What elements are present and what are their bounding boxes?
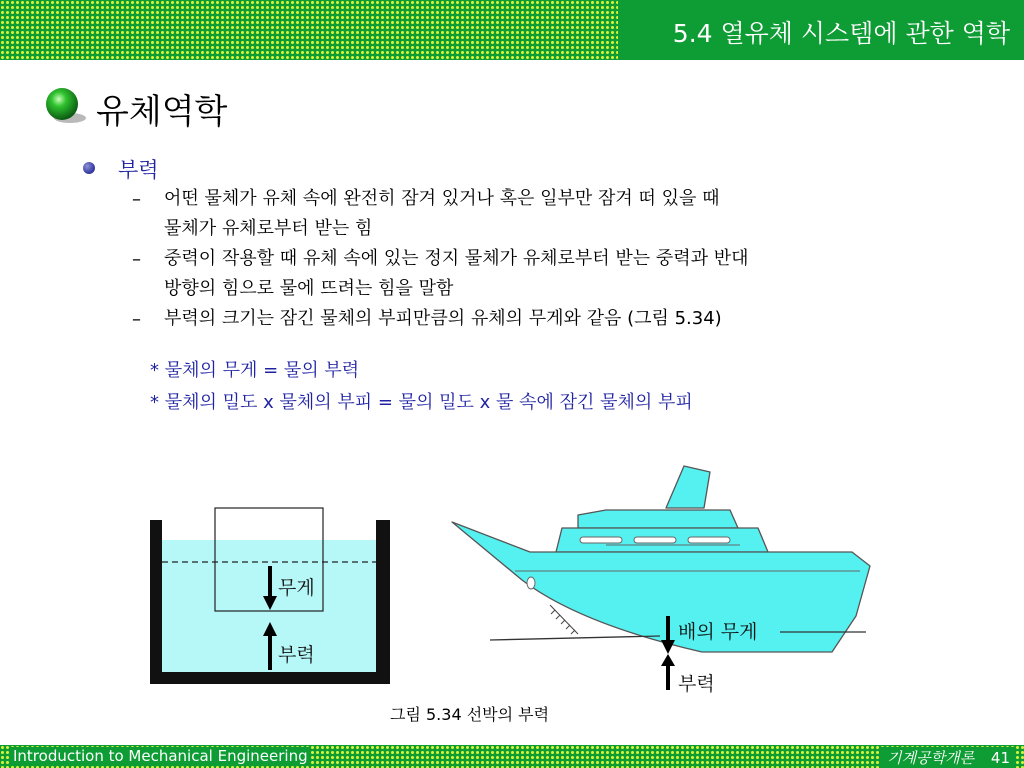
- tank-weight-label: 무게: [278, 577, 315, 599]
- list-item-line: 부력의 크기는 잠긴 물체의 부피만큼의 유체의 무게와 같음 (그림 5.34): [164, 308, 722, 329]
- footer-bar: [0, 745, 1024, 768]
- footer-course-title: Introduction to Mechanical Engineering: [10, 747, 311, 765]
- ship-porthole: [527, 577, 535, 589]
- dash-marker: –: [132, 189, 141, 210]
- ship-window: [634, 537, 676, 543]
- ship-buoyancy-arrowhead: [661, 654, 675, 666]
- page-title: 유체역학: [96, 92, 228, 132]
- buoyancy-figure: [0, 450, 1024, 700]
- list-item: [164, 244, 749, 304]
- ship-window: [580, 537, 622, 543]
- list-item-line: 어떤 물체가 유체 속에 완전히 잠겨 있거나 혹은 일부만 잠겨 떠 있을 때: [164, 188, 720, 209]
- list-item: [164, 304, 722, 334]
- header-title-box: [618, 0, 1024, 60]
- ship-window: [688, 537, 730, 543]
- note-line: * 물체의 무게 = 물의 부력: [150, 360, 360, 381]
- list-item: [164, 184, 720, 244]
- dash-marker: –: [132, 309, 141, 330]
- waterline-left: [490, 636, 660, 640]
- ship-upper-deck: [578, 510, 738, 528]
- list-item-line: 방향의 힘으로 물에 뜨려는 힘을 말함: [164, 278, 454, 299]
- footer-course-name: 기계공학개론: [887, 749, 975, 767]
- ship-weight-arrowhead: [661, 640, 675, 654]
- header-bar: [0, 0, 1024, 60]
- green-ball-icon: [44, 86, 88, 126]
- list-item-line: 중력이 작용할 때 유체 속에 있는 정지 물체가 유체로부터 받는 중력과 반대: [164, 248, 749, 269]
- dash-marker: –: [132, 249, 141, 270]
- list-item-line: 물체가 유체로부터 받는 힘: [164, 218, 373, 239]
- figure-caption: 그림 5.34 선박의 부력: [390, 705, 550, 724]
- ship-funnel: [666, 466, 710, 508]
- footer-right: [881, 747, 1016, 768]
- bullet-heading: 부력: [118, 158, 159, 182]
- section-title: 5.4 열유체 시스템에 관한 역학: [672, 19, 1010, 48]
- bullet-dot-icon: [83, 162, 95, 174]
- note-line: * 물체의 밀도 x 물체의 부피 = 물의 밀도 x 물 속에 잠긴 물체의 부피: [150, 392, 693, 413]
- tank-buoyancy-label: 부력: [278, 644, 315, 666]
- ship-buoyancy-label: 부력: [678, 673, 715, 695]
- page-number: 41: [990, 749, 1010, 767]
- ship-weight-label: 배의 무게: [678, 621, 758, 643]
